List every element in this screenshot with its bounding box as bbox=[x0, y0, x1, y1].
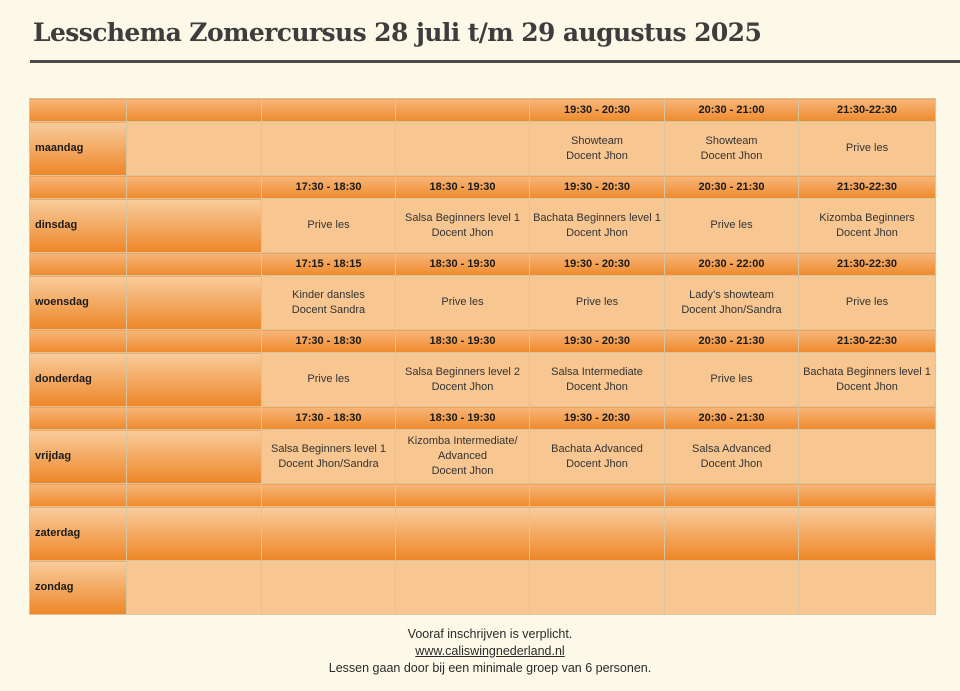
class-detail: Docent Jhon bbox=[431, 465, 494, 477]
class-detail: Docent Jhon bbox=[431, 380, 494, 393]
time-slot-cell bbox=[127, 330, 262, 353]
class-name: Salsa Advanced bbox=[692, 442, 771, 455]
class-cell bbox=[262, 122, 396, 176]
time-slot-cell bbox=[127, 253, 262, 276]
time-slot-cell bbox=[799, 407, 936, 430]
class-name: Bachata Advanced bbox=[551, 442, 643, 455]
class-cell bbox=[262, 276, 396, 330]
class-cell bbox=[799, 430, 936, 484]
time-header-row bbox=[30, 330, 936, 353]
time-slot-cell bbox=[262, 484, 396, 507]
class-name: Prive les bbox=[710, 219, 753, 231]
class-name: Bachata Beginners level 1 bbox=[803, 365, 931, 378]
time-slot-cell: 19:30 - 20:30 bbox=[530, 253, 665, 276]
time-header-row bbox=[30, 99, 936, 122]
time-slot-cell: 19:30 - 20:30 bbox=[530, 407, 665, 430]
class-name: Salsa Beginners level 1 bbox=[405, 211, 520, 224]
time-slot-cell: 18:30 - 19:30 bbox=[396, 407, 530, 430]
title-divider bbox=[30, 60, 960, 63]
day-row-donderdag bbox=[30, 353, 936, 407]
class-cell bbox=[665, 353, 799, 407]
time-slot-cell bbox=[396, 99, 530, 122]
class-name: Showteam bbox=[705, 134, 758, 147]
time-slot-cell: 20:30 - 21:30 bbox=[665, 176, 799, 199]
class-cell bbox=[396, 199, 530, 253]
day-label: maandag bbox=[30, 122, 127, 176]
class-cell bbox=[665, 561, 799, 615]
registration-note: Vooraf inschrijven is verplicht. bbox=[407, 627, 573, 641]
class-cell bbox=[665, 122, 799, 176]
time-slot-cell bbox=[665, 484, 799, 507]
class-cell bbox=[799, 276, 936, 330]
time-slot-cell: 21:30-22:30 bbox=[799, 330, 936, 353]
class-cell bbox=[396, 507, 530, 561]
class-name: Lady’s showteam bbox=[689, 288, 774, 301]
blank-cell bbox=[127, 199, 262, 253]
time-slot-cell: 17:30 - 18:30 bbox=[262, 407, 396, 430]
time-header-day-cell bbox=[30, 99, 127, 122]
class-name: Kizomba Beginners bbox=[819, 211, 915, 224]
time-slot-cell bbox=[127, 407, 262, 430]
class-name: Kizomba Intermediate/ bbox=[407, 435, 518, 447]
footer-notes bbox=[0, 626, 960, 677]
time-slot-cell: 21:30-22:30 bbox=[799, 176, 936, 199]
time-slot-cell: 20:30 - 21:00 bbox=[665, 99, 799, 122]
time-header-day-cell bbox=[30, 330, 127, 353]
time-slot-cell: 18:30 - 19:30 bbox=[396, 176, 530, 199]
time-header-day-cell bbox=[30, 253, 127, 276]
class-cell bbox=[396, 430, 530, 484]
class-cell bbox=[530, 199, 665, 253]
class-name: Showteam bbox=[571, 134, 623, 147]
day-row-vrijdag bbox=[30, 430, 936, 484]
day-label: donderdag bbox=[30, 353, 127, 407]
blank-cell bbox=[127, 353, 262, 407]
time-slot-cell: 17:30 - 18:30 bbox=[262, 330, 396, 353]
class-cell bbox=[530, 561, 665, 615]
class-cell bbox=[665, 507, 799, 561]
class-cell bbox=[262, 353, 396, 407]
class-name: Kinder dansles bbox=[292, 288, 365, 301]
time-slot-cell bbox=[799, 484, 936, 507]
time-slot-cell: 17:15 - 18:15 bbox=[262, 253, 396, 276]
time-header-row bbox=[30, 484, 936, 507]
minimum-group-note: Lessen gaan door bij een minimale groep van 6 personen. bbox=[328, 661, 652, 675]
time-slot-cell: 21:30-22:30 bbox=[799, 253, 936, 276]
class-cell bbox=[262, 199, 396, 253]
class-name: Prive les bbox=[307, 373, 350, 385]
class-detail: Docent Jhon bbox=[566, 226, 628, 239]
time-slot-cell: 20:30 - 21:30 bbox=[665, 407, 799, 430]
day-row-dinsdag bbox=[30, 199, 936, 253]
day-row-zondag bbox=[30, 561, 936, 615]
class-cell bbox=[396, 122, 530, 176]
class-name: Prive les bbox=[845, 142, 889, 154]
time-slot-cell: 19:30 - 20:30 bbox=[530, 176, 665, 199]
day-label: vrijdag bbox=[30, 430, 127, 484]
time-slot-cell: 19:30 - 20:30 bbox=[530, 330, 665, 353]
class-detail: Docent Jhon bbox=[836, 226, 898, 239]
class-name: Prive les bbox=[575, 296, 619, 308]
class-detail: Docent Jhon/Sandra bbox=[278, 457, 379, 470]
class-detail: Docent Jhon bbox=[431, 226, 494, 239]
website-link[interactable]: www.caliswingnederland.nl bbox=[415, 644, 565, 658]
class-cell bbox=[799, 353, 936, 407]
time-slot-cell: 21:30-22:30 bbox=[799, 99, 936, 122]
page-title: Lesschema Zomercursus 28 juli t/m 29 augustus 2025 bbox=[33, 18, 762, 47]
class-detail: Docent Jhon bbox=[566, 149, 628, 162]
class-name: Prive les bbox=[307, 219, 350, 231]
class-cell bbox=[530, 276, 665, 330]
time-slot-cell: 20:30 - 22:00 bbox=[665, 253, 799, 276]
class-cell bbox=[530, 430, 665, 484]
class-cell bbox=[530, 353, 665, 407]
class-name: Salsa Intermediate bbox=[551, 365, 643, 378]
day-row-zaterdag bbox=[30, 507, 936, 561]
class-cell bbox=[396, 561, 530, 615]
class-cell bbox=[127, 122, 262, 176]
class-name: Prive les bbox=[710, 373, 753, 385]
class-cell bbox=[127, 507, 262, 561]
class-cell bbox=[262, 561, 396, 615]
day-row-woensdag bbox=[30, 276, 936, 330]
class-cell bbox=[262, 507, 396, 561]
class-detail: Docent Jhon bbox=[836, 380, 898, 393]
class-detail: Advanced bbox=[438, 450, 487, 462]
time-slot-cell: 20:30 - 21:30 bbox=[665, 330, 799, 353]
class-name: Salsa Beginners level 2 bbox=[405, 365, 520, 378]
class-cell bbox=[530, 507, 665, 561]
class-cell bbox=[665, 430, 799, 484]
time-header-row bbox=[30, 407, 936, 430]
class-cell bbox=[665, 199, 799, 253]
time-slot-cell bbox=[127, 176, 262, 199]
class-detail: Docent Jhon bbox=[566, 380, 628, 393]
time-header-day-cell bbox=[30, 407, 127, 430]
class-detail: Docent Jhon bbox=[700, 457, 763, 470]
class-name: Bachata Beginners level 1 bbox=[533, 211, 661, 224]
class-cell bbox=[396, 276, 530, 330]
class-detail: Docent Jhon/Sandra bbox=[681, 303, 782, 316]
time-slot-cell bbox=[262, 99, 396, 122]
time-slot-cell: 18:30 - 19:30 bbox=[396, 253, 530, 276]
blank-cell bbox=[127, 430, 262, 484]
class-detail: Docent Jhon bbox=[566, 457, 628, 470]
class-name: Salsa Beginners level 1 bbox=[271, 442, 386, 455]
time-header-row bbox=[30, 253, 936, 276]
class-cell bbox=[262, 430, 396, 484]
class-cell bbox=[799, 199, 936, 253]
day-label: dinsdag bbox=[30, 199, 127, 253]
time-slot-cell bbox=[127, 99, 262, 122]
day-label: zondag bbox=[30, 561, 127, 615]
class-cell bbox=[799, 507, 936, 561]
class-cell bbox=[396, 353, 530, 407]
time-slot-cell bbox=[30, 484, 127, 507]
time-header-row bbox=[30, 176, 936, 199]
class-name: Prive les bbox=[845, 296, 889, 308]
time-slot-cell: 18:30 - 19:30 bbox=[396, 330, 530, 353]
class-cell bbox=[799, 561, 936, 615]
time-slot-cell bbox=[127, 484, 262, 507]
class-cell bbox=[665, 276, 799, 330]
time-slot-cell bbox=[530, 484, 665, 507]
day-row-maandag bbox=[30, 122, 936, 176]
class-name: Prive les bbox=[441, 296, 484, 308]
time-slot-cell bbox=[396, 484, 530, 507]
day-label: zaterdag bbox=[30, 507, 127, 561]
blank-cell bbox=[127, 276, 262, 330]
class-cell bbox=[530, 122, 665, 176]
class-detail: Docent Jhon bbox=[700, 149, 763, 162]
schedule-table bbox=[29, 98, 936, 615]
class-detail: Docent Sandra bbox=[291, 303, 366, 316]
day-label: woensdag bbox=[30, 276, 127, 330]
class-cell bbox=[799, 122, 936, 176]
time-slot-cell: 17:30 - 18:30 bbox=[262, 176, 396, 199]
time-header-day-cell bbox=[30, 176, 127, 199]
class-cell bbox=[127, 561, 262, 615]
time-slot-cell: 19:30 - 20:30 bbox=[530, 99, 665, 122]
